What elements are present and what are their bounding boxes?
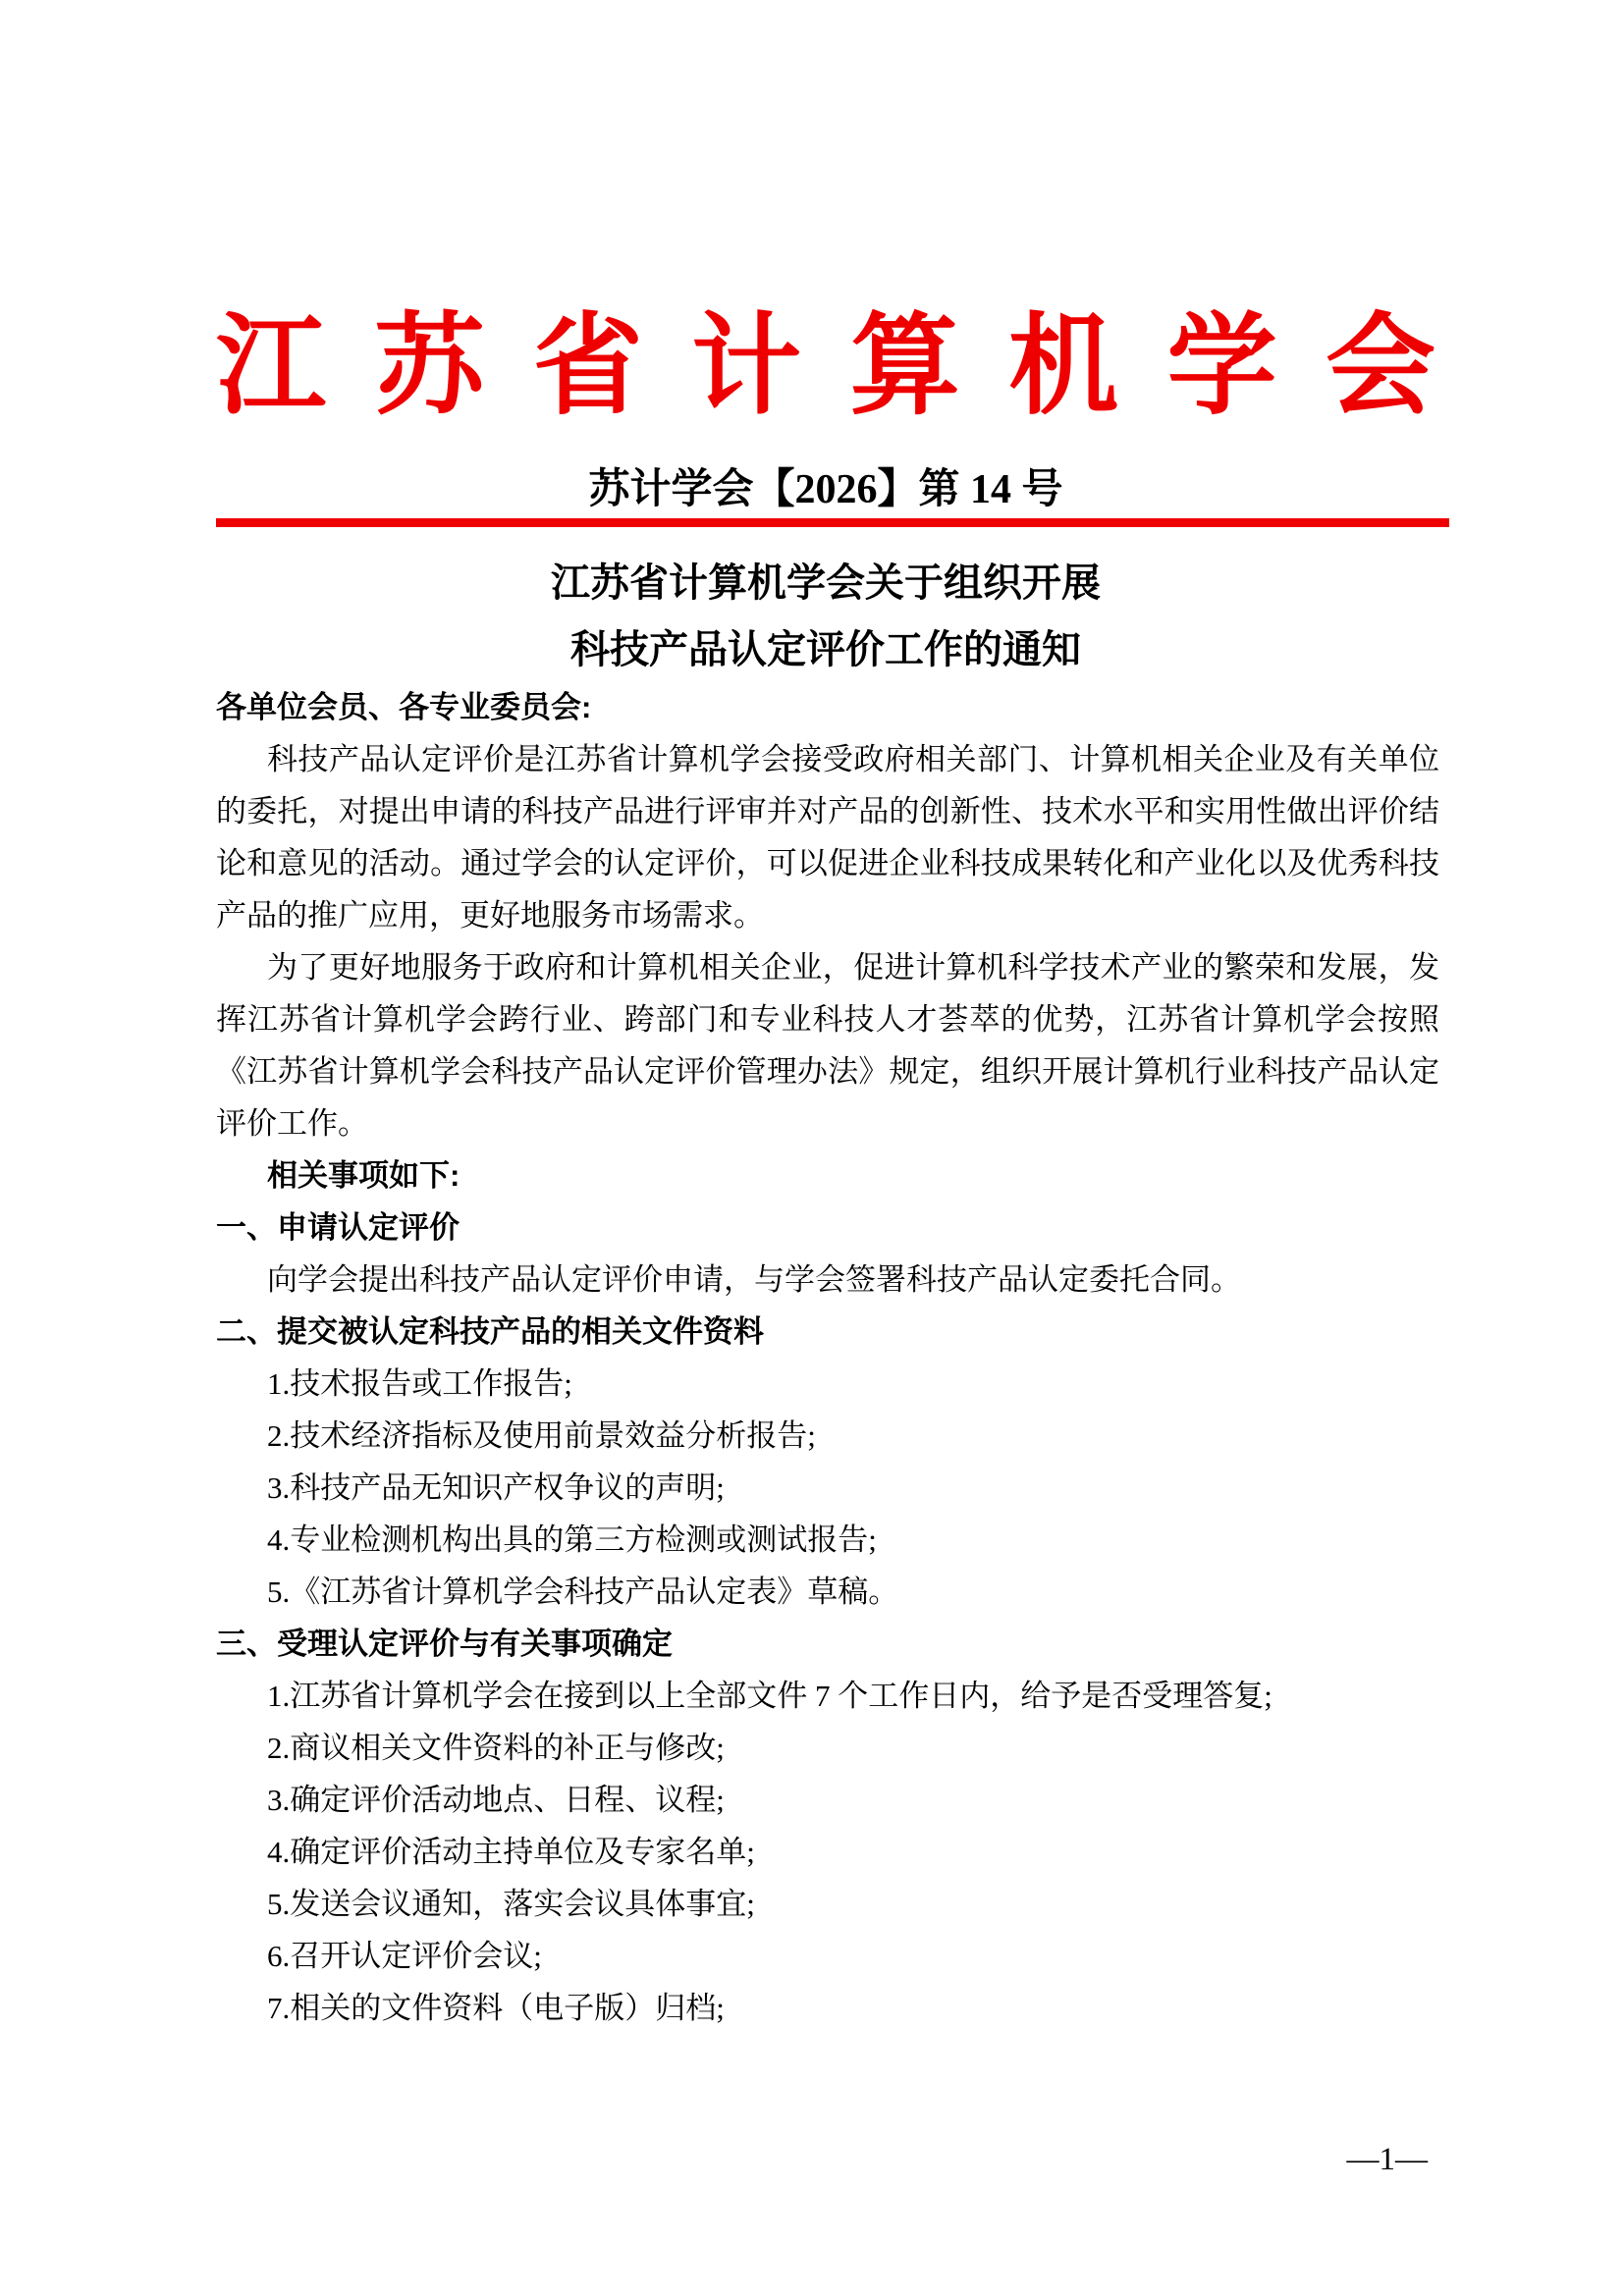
doc-title-line2: 科技产品认定评价工作的通知 [570,628,1081,671]
section-3-item: 4.确定评价活动主持单位及专家名单; [267,1835,755,1869]
paragraph-purpose: 为了更好地服务于政府和计算机相关企业，促进计算机科学技术产业的繁荣和发展，发挥江苏省计算机学会跨行业、跨部门和专业科技人才荟萃的优势，江苏省计算机学会按照《江苏省计算机学会科技产品认定评价管理办法》规定，组织开展计算机行业科技产品认定评价工作。 [216,950,1439,1141]
section-2-heading: 二、提交被认定科技产品的相关文件资料 [216,1314,764,1349]
section-3-item: 1.江苏省计算机学会在接到以上全部文件 7 个工作日内，给予是否受理答复; [267,1679,1272,1713]
section-3-item: 3.确定评价活动地点、日程、议程; [267,1783,725,1817]
section-1-paragraph: 向学会提出科技产品认定评价申请，与学会签署科技产品认定委托合同。 [267,1262,1241,1297]
section-3-item: 2.商议相关文件资料的补正与修改; [267,1731,725,1765]
section-2-item: 4.专业检测机构出具的第三方检测或测试报告; [267,1522,877,1557]
red-divider-rule [216,518,1449,527]
section-2-item: 5.《江苏省计算机学会科技产品认定表》草稿。 [267,1575,899,1609]
doc-title-line1: 江苏省计算机学会关于组织开展 [551,561,1101,605]
section-1-heading: 一、申请认定评价 [216,1210,460,1245]
doc-number: 苏计学会【2026】第 14 号 [588,467,1063,512]
doc-title [216,550,1435,683]
section-2-item: 1.技术报告或工作报告; [267,1366,572,1401]
section-3-item: 5.发送会议通知，落实会议具体事宜; [267,1887,755,1921]
paragraph-intro: 科技产品认定评价是江苏省计算机学会接受政府相关部门、计算机相关企业及有关单位的委托，对提出申请的科技产品进行评审并对产品的创新性、技术水平和实用性做出评价结论和意见的活动。通过学会的认定评价，可以促进企业科技成果转化和产业化以及优秀科技产品的推广应用，更好地服务市场需求。 [216,742,1439,933]
notice-lead: 相关事项如下: [267,1158,460,1193]
section-3-item: 7.相关的文件资料（电子版）归档; [267,1991,725,2025]
section-2-item: 2.技术经济指标及使用前景效益分析报告; [267,1418,816,1453]
section-3-heading: 三、受理认定评价与有关事项确定 [216,1627,673,1661]
letterhead-org-title: 江苏省计算机学会 [216,306,1435,428]
document-body [216,681,1439,2034]
section-3-item: 6.召开认定评价会议; [267,1939,542,1973]
section-2-item: 3.科技产品无知识产权争议的声明; [267,1470,725,1505]
page-number: —1— [1346,2142,1428,2177]
salutation: 各单位会员、各专业委员会: [216,690,592,724]
